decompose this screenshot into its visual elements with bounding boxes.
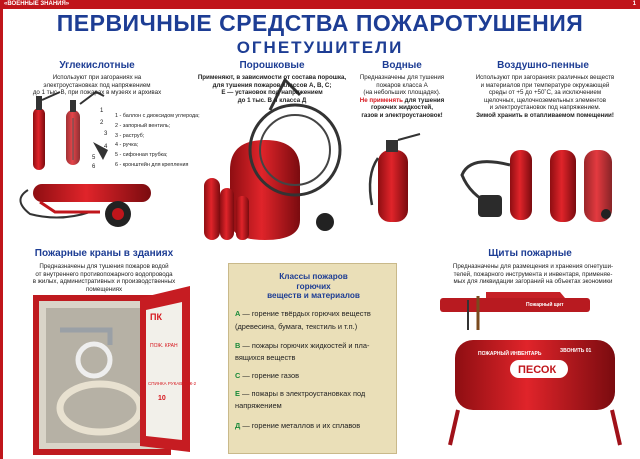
board-shield-label: Пожарный щит bbox=[526, 302, 564, 308]
class-text: вящихся веществ bbox=[235, 353, 296, 362]
co2-text-line: до 1 тыс. В, при пожарах в музеях и архивах bbox=[32, 89, 162, 97]
class-text: — пожары горючих жидкостей и пла- bbox=[242, 341, 370, 350]
legend-item: 1 - баллон с диоксидом углерода; bbox=[115, 113, 200, 119]
class-row bbox=[235, 352, 395, 363]
legend-item: 3 - раструб; bbox=[115, 132, 145, 139]
foam-extinguisher-icon bbox=[462, 150, 612, 222]
legend-item: 6 - кронштейн для крепления bbox=[115, 161, 189, 168]
page-subtitle: ОГНЕТУШИТЕЛИ bbox=[236, 38, 404, 57]
callout-number: 3 bbox=[104, 131, 108, 137]
board-sand-label: ПЕСОК bbox=[518, 364, 557, 376]
co2-heading: Углекислотные bbox=[59, 60, 135, 71]
callout-number: 2 bbox=[100, 120, 104, 126]
class-text: — горение металлов и их сплавов bbox=[242, 421, 361, 430]
co2-text-line: Используют при загораниях на bbox=[52, 74, 142, 81]
foam-text-line: и материалов при температуре окружающей bbox=[480, 81, 610, 89]
shields-text bbox=[430, 263, 636, 286]
powder-text-line: до 1 тыс. В и класса Д bbox=[237, 96, 307, 104]
callout-number: 6 bbox=[92, 164, 96, 170]
co2-trolley-icon bbox=[20, 184, 151, 227]
class-row bbox=[235, 370, 395, 381]
water-text-line: горючих жидкостей, bbox=[371, 104, 433, 112]
class-row bbox=[235, 400, 395, 411]
hydrants-text-line: помещениях bbox=[85, 285, 123, 293]
foam-text-line: щелочных, щелочноземельных элементов bbox=[483, 96, 606, 104]
co2-text bbox=[2, 74, 192, 97]
page-number: 1 bbox=[632, 1, 636, 7]
foam-heading: Воздушно-пенные bbox=[497, 60, 589, 71]
hydrants-text-line: в жилых, административных и производственных bbox=[32, 278, 176, 286]
legend-item: 2 - запорный вентиль; bbox=[115, 122, 171, 129]
hydrants-text-line: Предназначены для тушения пожаров водой bbox=[39, 263, 169, 270]
classes-title bbox=[229, 272, 398, 301]
callout-number: 4 bbox=[104, 144, 108, 150]
water-heading: Водные bbox=[382, 60, 422, 71]
class-text: напряжением bbox=[235, 401, 282, 410]
foam-text-line: среды от +5 до +50˚С, за исключением bbox=[488, 89, 602, 97]
water-warning-rest: для тушения bbox=[404, 96, 445, 104]
water-text-line: Предназначены для тушения bbox=[359, 74, 445, 81]
water-text-line: (на небольших площадях). bbox=[363, 89, 441, 97]
class-text: — горение газов bbox=[242, 371, 299, 380]
board-call-label: ЗВОНИТЬ 01 bbox=[560, 348, 592, 354]
page-title: ПЕРВИЧНЫЕ СРЕДСТВА ПОЖАРОТУШЕНИЯ bbox=[56, 10, 584, 36]
fire-classes-panel bbox=[228, 263, 397, 454]
water-text bbox=[344, 74, 460, 120]
classes-title-line: горючих bbox=[296, 281, 331, 291]
co2-extinguisher-icon bbox=[33, 92, 108, 170]
powder-text bbox=[172, 74, 372, 104]
class-row bbox=[235, 420, 395, 431]
class-text: (древесина, бумага, текстиль и т.п.) bbox=[235, 322, 358, 331]
hydrant-cabinet-icon bbox=[36, 286, 190, 452]
legend-item: 4 - ручка; bbox=[115, 142, 139, 149]
foam-text-line: Используют при загораниях различных веществ bbox=[475, 74, 615, 81]
co2-text-line: электроустановках под напряжением bbox=[43, 81, 151, 89]
water-text-line: пожаров класса А bbox=[376, 81, 428, 89]
foam-text-line: и электроустановок под напряжением. bbox=[489, 104, 601, 112]
legend-item: 5 - сифонная трубка; bbox=[115, 152, 168, 159]
shields-text-line: Предназначены для размещения и хранения огнетуши- bbox=[452, 263, 614, 270]
hydrants-text bbox=[6, 263, 202, 293]
water-text-line: газов и электроустановок! bbox=[361, 111, 443, 119]
class-key: С bbox=[235, 371, 241, 380]
powder-text-line: Е — установок под напряжением bbox=[221, 89, 323, 97]
co2-legend bbox=[115, 112, 200, 171]
water-warning: Не применять bbox=[359, 96, 403, 104]
class-key: Д bbox=[235, 421, 241, 430]
shields-text-line: мых для ликвидации загораний на объектах экономики bbox=[453, 278, 613, 286]
series-label: «ВОЕННЫЕ ЗНАНИЯ» bbox=[4, 1, 70, 7]
classes-title-line: Классы пожаров bbox=[279, 272, 348, 281]
hydrants-heading: Пожарные краны в зданиях bbox=[34, 248, 174, 259]
callout-number: 1 bbox=[100, 108, 104, 114]
class-key: А bbox=[235, 309, 241, 318]
class-text: — горение твёрдых горючих веществ bbox=[242, 309, 371, 318]
foam-text bbox=[452, 74, 638, 120]
callout-number: 5 bbox=[92, 155, 96, 161]
water-warning-line bbox=[344, 97, 460, 105]
class-row bbox=[235, 340, 395, 351]
powder-text-line: для тушения пожаров классов А, В, С; bbox=[212, 81, 332, 89]
class-key: В bbox=[235, 341, 241, 350]
shields-heading: Щиты пожарные bbox=[488, 248, 572, 259]
cabinet-label-number: 10 bbox=[158, 395, 166, 402]
board-inventory-label: ПОЖАРНЫЙ ИНВЕНТАРЬ bbox=[478, 351, 542, 357]
powder-heading: Порошковые bbox=[239, 60, 305, 71]
cabinet-label-pk: ПК bbox=[150, 312, 162, 322]
class-key: Е bbox=[235, 389, 240, 398]
powder-text-line: Применяют, в зависимости от состава порошка, bbox=[197, 74, 347, 81]
water-extinguisher-icon bbox=[370, 134, 420, 222]
class-text: — пожары в электроустановках под bbox=[242, 389, 366, 398]
cabinet-label-hose: СПИНКА РУКАВА ПК-2 bbox=[148, 381, 197, 386]
classes-title-line: веществ и материалов bbox=[267, 291, 360, 301]
shields-text-line: телей, пожарного инструмента и инвентаря, применяе- bbox=[453, 270, 613, 278]
class-row bbox=[235, 388, 395, 399]
cabinet-label-kran: ПОЖ. КРАН bbox=[150, 343, 178, 349]
foam-text-line: Зимой хранить в отапливаемом помещении! bbox=[476, 111, 614, 119]
class-row bbox=[235, 308, 395, 319]
hydrants-text-line: от внутреннего противопожарного водопровода bbox=[35, 270, 173, 278]
class-row bbox=[235, 321, 395, 332]
